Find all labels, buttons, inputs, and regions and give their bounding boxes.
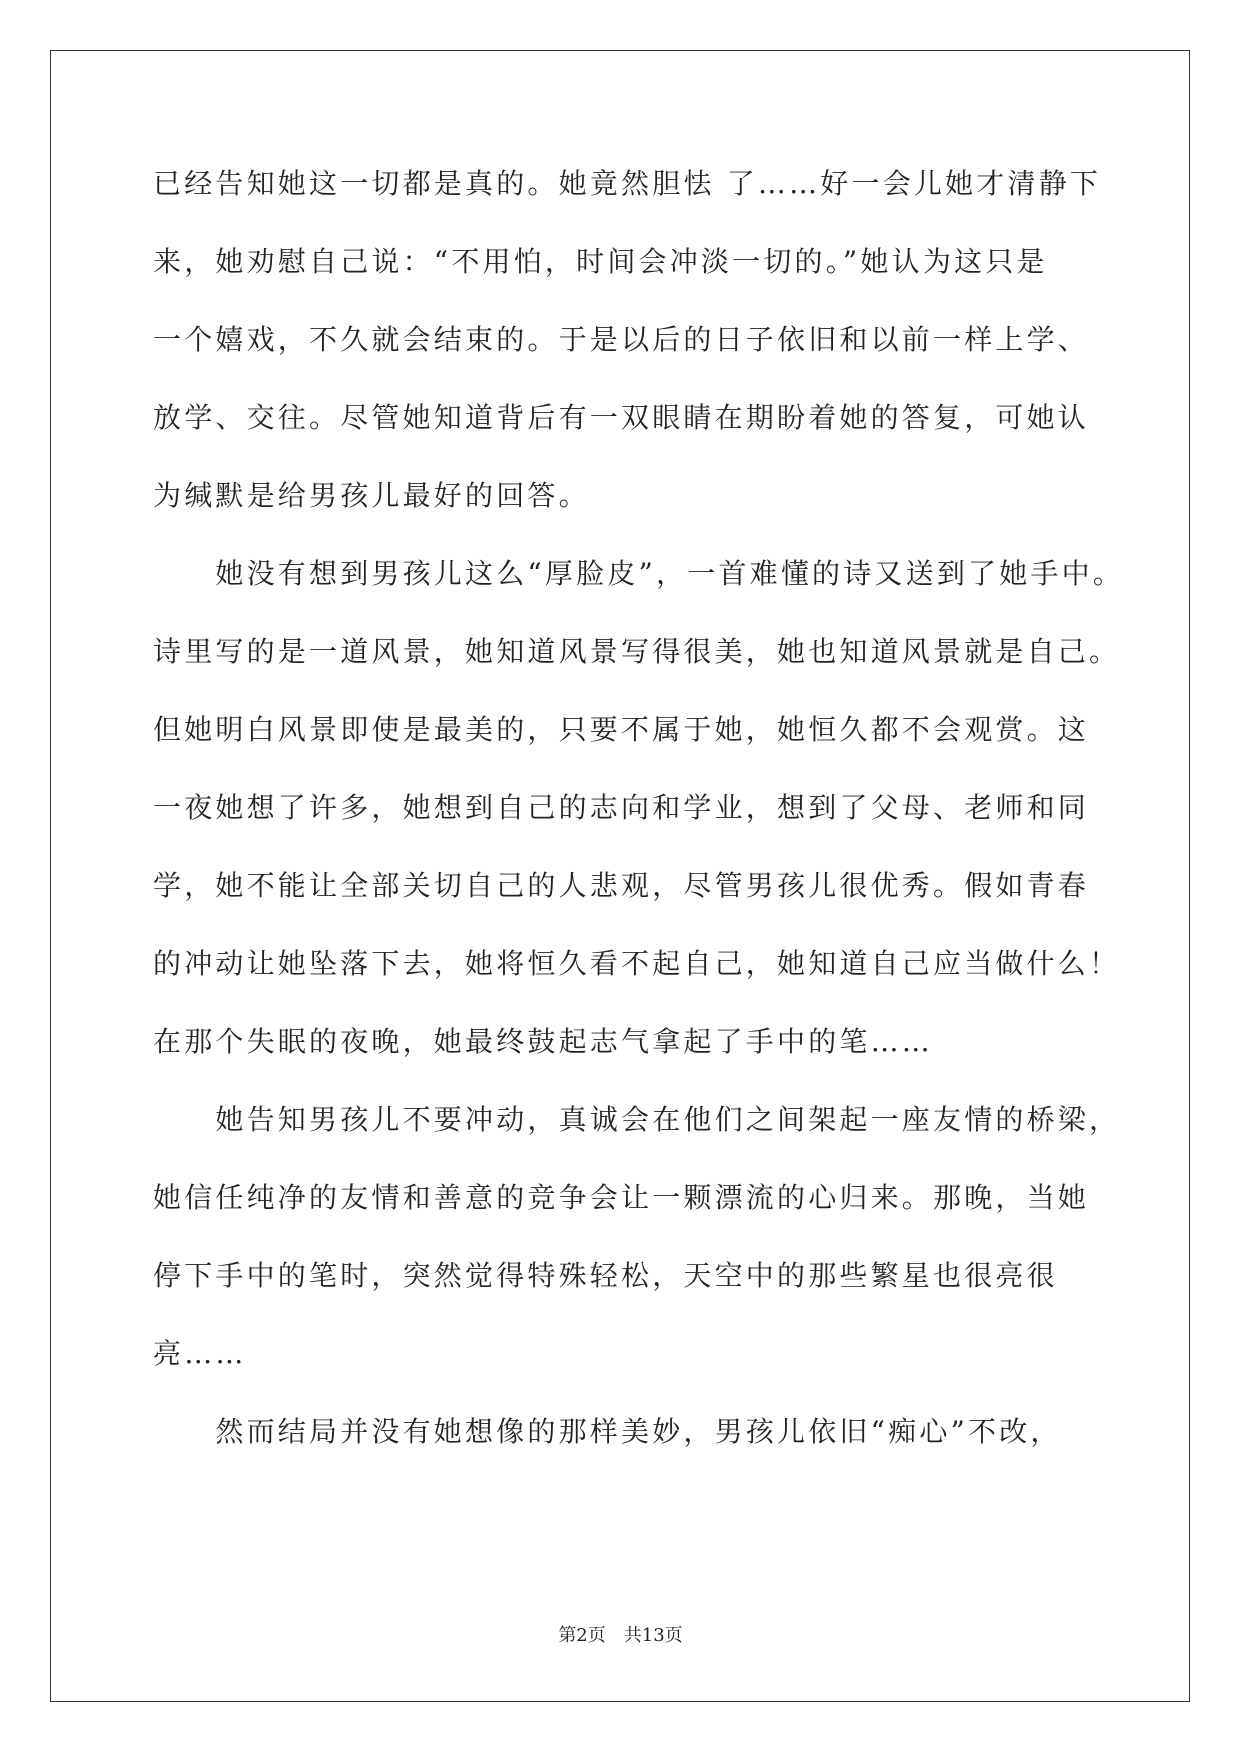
- text-line: 但她明白风景即使是最美的，只要不属于她，她恒久都不会观赏。这: [153, 713, 1090, 746]
- text-line: 学，她不能让全部关切自己的人悲观，尽管男孩儿很优秀。假如青春: [153, 869, 1090, 902]
- text-line: 停下手中的笔时，突然觉得特殊轻松，天空中的那些繁星也很亮很: [153, 1259, 1058, 1292]
- text-line: 一个嬉戏，不久就会结束的。于是以后的日子依旧和以前一样上学、: [153, 323, 1090, 356]
- text-line: 已经告知她这一切都是真的。她竟然胆怯 了……好一会儿她才清静下: [153, 167, 1102, 200]
- text-line: 放学、交往。尽管她知道背后有一双眼睛在期盼着她的答复，可她认: [153, 401, 1090, 434]
- text-line: 在那个失眠的夜晚，她最终鼓起志气拿起了手中的笔……: [153, 1025, 934, 1058]
- text-line: 她没有想到男孩儿这么“厚脸皮”，一首难懂的诗又送到了她手中。: [153, 557, 1125, 590]
- text-line: 诗里写的是一道风景，她知道风景写得很美，她也知道风景就是自己。: [153, 635, 1121, 668]
- text-line: 为缄默是给男孩儿最好的回答。: [153, 479, 590, 512]
- text-line: 亮……: [153, 1337, 247, 1370]
- text-line: 来，她劝慰自己说：“不用怕，时间会冲淡一切的。”她认为这只是: [153, 245, 1048, 278]
- document-body: [153, 160, 1125, 1486]
- text-line: 她信任纯净的友情和善意的竞争会让一颗漂流的心归来。那晚，当她: [153, 1181, 1090, 1214]
- text-line: 她告知男孩儿不要冲动，真诚会在他们之间架起一座友情的桥梁，: [153, 1103, 1121, 1136]
- text-line: 的冲动让她坠落下去，她将恒久看不起自己，她知道自己应当做什么！: [153, 947, 1121, 980]
- page-number-footer: 第2页 共13页: [558, 1625, 683, 1646]
- text-line: 然而结局并没有她想像的那样美妙，男孩儿依旧“痴心”不改，: [153, 1415, 1062, 1448]
- text-line: 一夜她想了许多，她想到自己的志向和学业，想到了父母、老师和同: [153, 791, 1090, 824]
